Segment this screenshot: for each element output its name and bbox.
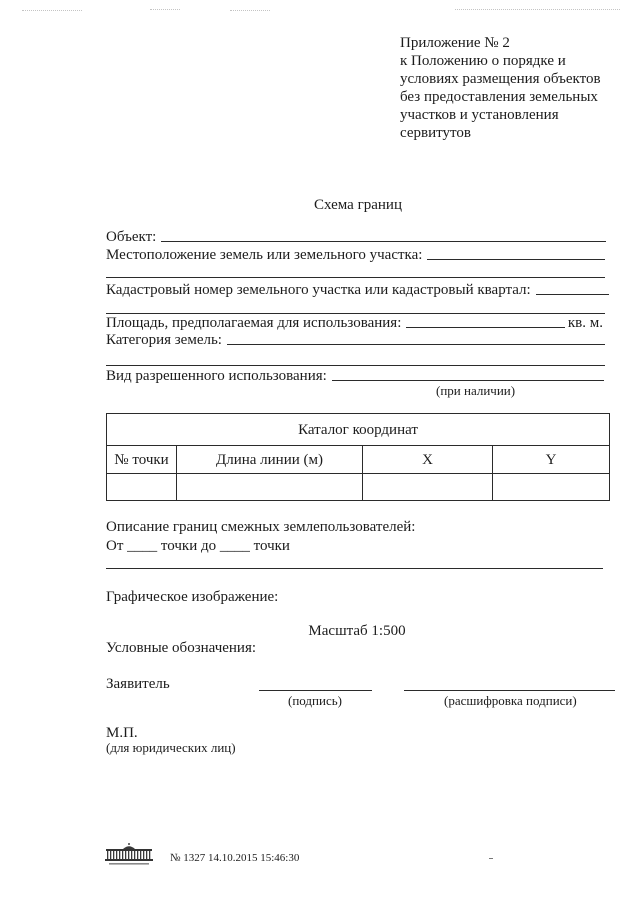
table-cell: [493, 474, 610, 501]
registration-stamp: № 1327 14.10.2015 15:46:30: [170, 852, 300, 864]
column-header-y: Y: [493, 446, 610, 474]
location-row: [106, 246, 605, 264]
scan-noise: [455, 9, 620, 10]
scan-mark: [489, 858, 493, 859]
area-unit: кв. м.: [567, 315, 603, 331]
seal-hint: (для юридических лиц): [106, 740, 236, 755]
appendix-line: сервитутов: [400, 125, 471, 141]
category-label: Категория земель:: [106, 332, 222, 348]
seal-label: М.П.: [106, 725, 138, 741]
adjacent-label: Описание границ смежных землепользователей:: [106, 519, 416, 535]
object-label: Объект:: [106, 229, 157, 245]
permitted-use-hint: (при наличии): [436, 383, 516, 398]
cadastral-row: [106, 281, 609, 299]
scale-label: Масштаб 1:500: [308, 623, 406, 639]
permitted-use-label: Вид разрешенного использования:: [106, 368, 327, 384]
appendix-title: Приложение № 2: [400, 35, 510, 51]
area-row: [106, 314, 603, 332]
table-cell: [363, 474, 493, 501]
table-cell: [177, 474, 363, 501]
table-row: [107, 474, 610, 501]
object-fill-line: [161, 241, 606, 242]
column-header-point: № точки: [107, 446, 177, 474]
appendix-block: [400, 34, 601, 142]
legend-label: Условные обозначения:: [106, 640, 257, 656]
area-label: Площадь, предполагаемая для использования:: [106, 315, 402, 331]
location-fill-line: [427, 259, 605, 260]
appendix-line: к Положению о порядке и: [400, 53, 566, 69]
permitted-use-row: [106, 367, 604, 385]
scan-noise: [150, 9, 180, 10]
building-logo-icon: [103, 843, 155, 867]
coordinates-table: [106, 413, 610, 501]
appendix-line: условиях размещения объектов: [400, 71, 601, 87]
graphic-label: Графическое изображение:: [106, 589, 279, 605]
signature-hint: (подпись): [288, 693, 342, 708]
location-label: Местоположение земель или земельного участка:: [106, 247, 423, 263]
appendix-line: участков и установления: [400, 107, 559, 123]
scan-noise: [22, 10, 82, 11]
cadastral-label: Кадастровый номер земельного участка или кадастровый квартал:: [106, 282, 531, 298]
appendix-line: без предоставления земельных: [400, 89, 598, 105]
adjacent-from-to: От ____ точки до ____ точки: [106, 538, 290, 554]
column-header-length: Длина линии (м): [177, 446, 363, 474]
signature-decoding-line: [404, 690, 615, 691]
column-header-x: X: [363, 446, 493, 474]
table-caption-row: [107, 414, 610, 446]
object-row: [106, 228, 606, 246]
category-fill-line: [227, 344, 605, 345]
signature-decoding-hint: (расшифровка подписи): [444, 693, 577, 708]
table-caption: Каталог координат: [107, 414, 610, 446]
signature-line: [259, 690, 372, 691]
table-cell: [107, 474, 177, 501]
table-header-row: [107, 446, 610, 474]
scan-noise: [230, 10, 270, 11]
blank-line: [106, 568, 603, 569]
form-title: Схема границ: [314, 197, 402, 213]
category-row: [106, 331, 605, 349]
permitted-use-fill-line: [332, 380, 604, 381]
blank-line: [106, 277, 605, 278]
area-fill-line: [406, 327, 565, 328]
cadastral-fill-line: [536, 294, 609, 295]
blank-line: [106, 365, 605, 366]
applicant-label: Заявитель: [106, 676, 170, 692]
